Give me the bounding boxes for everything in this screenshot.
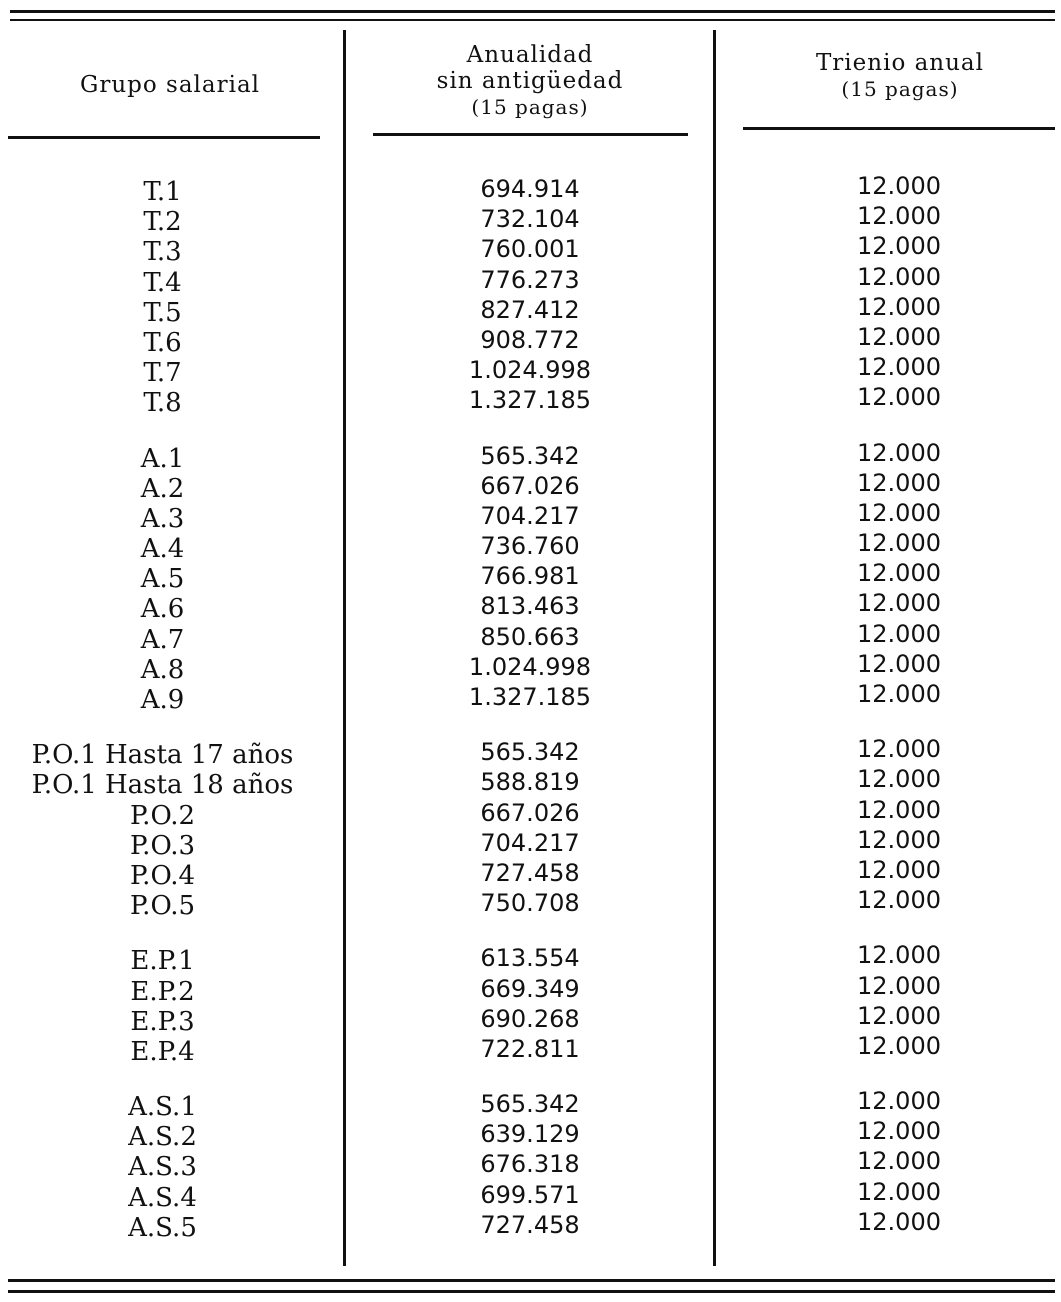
grupo-cell: A.5 [140, 564, 185, 595]
grupo-cell: A.S.2 [128, 1122, 197, 1153]
header-underline-grupo [8, 136, 320, 139]
grupo-cell: A.2 [140, 473, 185, 504]
trienio-cell: 12.000 [857, 971, 941, 1000]
anualidad-cell: 727.458 [480, 1210, 580, 1239]
anualidad-cell: 1.024.998 [468, 652, 592, 681]
header-anualidad-line-3: (15 pagas) [471, 95, 589, 119]
anualidad-cell: 1.024.998 [468, 356, 592, 385]
anualidad-cell: 736.760 [480, 532, 580, 561]
header-underline-anualidad [373, 133, 688, 136]
grupo-cell: A.S.5 [128, 1212, 197, 1243]
trienio-cell: 12.000 [857, 232, 941, 261]
trienio-cell: 12.000 [857, 735, 941, 764]
column-grupo [0, 177, 325, 1243]
grupo-cell: P.O.2 [129, 800, 196, 831]
anualidad-cell: 565.342 [480, 1090, 580, 1119]
grupo-cell: E.P.3 [130, 1006, 195, 1037]
anualidad-cell: 813.463 [480, 592, 580, 621]
header-grupo [10, 72, 330, 98]
column-anualidad [370, 174, 690, 1240]
header-trienio [740, 50, 1060, 102]
header-grupo-line: Grupo salarial [79, 72, 261, 98]
anualidad-cell: 565.342 [480, 738, 580, 767]
group-as [0, 1092, 325, 1243]
bottom-rule-2 [8, 1290, 1055, 1293]
anualidad-cell: 766.981 [480, 562, 580, 591]
group-po [0, 740, 325, 921]
trienio-cell: 12.000 [857, 559, 941, 588]
header-trienio-line-2: (15 pagas) [841, 77, 959, 101]
anualidad-cell: 827.412 [480, 295, 580, 324]
trienio-cell: 12.000 [857, 795, 941, 824]
grupo-cell: E.P.1 [130, 946, 195, 977]
anualidad-cell: 639.129 [480, 1120, 580, 1149]
trienio-cell: 12.000 [857, 322, 941, 351]
grupo-cell: A.S.1 [128, 1092, 197, 1123]
trienio-cell: 12.000 [857, 292, 941, 321]
grupo-cell: P.O.5 [129, 891, 196, 922]
group-t-anualidad [370, 174, 690, 416]
anualidad-cell: 704.217 [480, 828, 580, 857]
trienio-cell: 12.000 [857, 1117, 941, 1146]
grupo-cell: A.3 [140, 503, 185, 534]
anualidad-cell: 760.001 [480, 235, 580, 264]
trienio-cell: 12.000 [857, 383, 941, 412]
group-a-trienio [740, 438, 1058, 710]
trienio-cell: 12.000 [857, 1147, 941, 1176]
grupo-cell: T.7 [143, 358, 182, 389]
header-trienio-line-1: Trienio anual [815, 50, 985, 76]
trienio-cell: 12.000 [857, 589, 941, 618]
anualidad-cell: 690.268 [480, 1004, 580, 1033]
grupo-cell: A.6 [140, 594, 185, 625]
column-trienio [740, 171, 1058, 1237]
group-a [0, 444, 325, 716]
grupo-cell: P.O.1 Hasta 18 años [31, 770, 294, 801]
anualidad-cell: 704.217 [480, 501, 580, 530]
grupo-cell: E.P.4 [130, 1036, 195, 1067]
anualidad-cell: 1.327.185 [468, 386, 592, 415]
grupo-cell: T.4 [143, 267, 182, 298]
group-ep-anualidad [370, 943, 690, 1064]
grupo-cell: A.S.4 [128, 1182, 197, 1213]
anualidad-cell: 732.104 [480, 205, 580, 234]
anualidad-cell: 1.327.185 [468, 683, 592, 711]
trienio-cell: 12.000 [857, 765, 941, 794]
trienio-cell: 12.000 [857, 1207, 941, 1236]
group-as-trienio [740, 1086, 1058, 1237]
anualidad-cell: 676.318 [480, 1150, 580, 1179]
trienio-cell: 12.000 [857, 529, 941, 558]
grupo-cell: A.9 [140, 685, 185, 715]
trienio-cell: 12.000 [857, 202, 941, 231]
group-ep-trienio [740, 940, 1058, 1061]
trienio-cell: 12.000 [857, 468, 941, 497]
grupo-cell: A.S.3 [128, 1152, 197, 1183]
anualidad-cell: 588.819 [480, 768, 580, 797]
trienio-cell: 12.000 [857, 353, 941, 382]
anualidad-cell: 850.663 [480, 622, 580, 651]
group-as-anualidad [370, 1089, 690, 1240]
top-rule-1 [10, 10, 1055, 13]
column-divider-1 [343, 30, 346, 1266]
trienio-cell: 12.000 [857, 1177, 941, 1206]
anualidad-cell: 694.914 [480, 175, 580, 203]
group-t [0, 177, 325, 419]
group-po-trienio [740, 734, 1058, 915]
grupo-cell: P.O.1 Hasta 17 años [31, 740, 294, 771]
grupo-cell: P.O.3 [129, 830, 196, 861]
trienio-cell: 12.000 [857, 1031, 941, 1060]
trienio-cell: 12.000 [857, 262, 941, 291]
group-ep [0, 946, 325, 1067]
bottom-rule-1 [8, 1279, 1055, 1282]
anualidad-cell: 750.708 [480, 889, 580, 918]
trienio-cell: 12.000 [857, 680, 941, 708]
group-a-anualidad [370, 441, 690, 713]
trienio-cell: 12.000 [857, 886, 941, 915]
grupo-cell: A.7 [140, 624, 185, 655]
header-anualidad-line-2: sin antigüedad [436, 68, 624, 94]
column-divider-2 [713, 30, 716, 1266]
trienio-cell: 12.000 [857, 855, 941, 884]
grupo-cell: T.3 [143, 237, 182, 268]
grupo-cell: T.8 [143, 388, 182, 419]
trienio-cell: 12.000 [857, 438, 941, 467]
trienio-cell: 12.000 [857, 498, 941, 527]
anualidad-cell: 727.458 [480, 858, 580, 887]
anualidad-cell: 776.273 [480, 265, 580, 294]
anualidad-cell: 669.349 [480, 974, 580, 1003]
anualidad-cell: 699.571 [480, 1180, 580, 1209]
grupo-cell: E.P.2 [130, 976, 195, 1007]
trienio-cell: 12.000 [857, 1087, 941, 1116]
anualidad-cell: 908.772 [480, 325, 580, 354]
grupo-cell: A.8 [140, 654, 185, 685]
trienio-cell: 12.000 [857, 649, 941, 678]
trienio-cell: 12.000 [857, 619, 941, 648]
trienio-cell: 12.000 [857, 172, 941, 200]
header-underline-trienio [743, 127, 1055, 130]
group-po-anualidad [370, 737, 690, 918]
trienio-cell: 12.000 [857, 941, 941, 970]
grupo-cell: A.4 [140, 534, 185, 565]
anualidad-cell: 667.026 [480, 798, 580, 827]
group-t-trienio [740, 171, 1058, 413]
grupo-cell: T.1 [143, 177, 182, 207]
grupo-cell: P.O.4 [129, 860, 196, 891]
anualidad-cell: 565.342 [480, 441, 580, 470]
trienio-cell: 12.000 [857, 825, 941, 854]
trienio-cell: 12.000 [857, 1001, 941, 1030]
grupo-cell: A.1 [140, 443, 185, 474]
grupo-cell: T.2 [143, 207, 182, 238]
anualidad-cell: 667.026 [480, 471, 580, 500]
grupo-cell: T.6 [143, 327, 182, 358]
header-anualidad [370, 42, 690, 120]
anualidad-cell: 613.554 [480, 944, 580, 973]
top-rule-2 [10, 19, 1055, 21]
header-anualidad-line-1: Anualidad [466, 42, 594, 68]
grupo-cell: T.5 [143, 297, 182, 328]
anualidad-cell: 722.811 [480, 1034, 580, 1063]
